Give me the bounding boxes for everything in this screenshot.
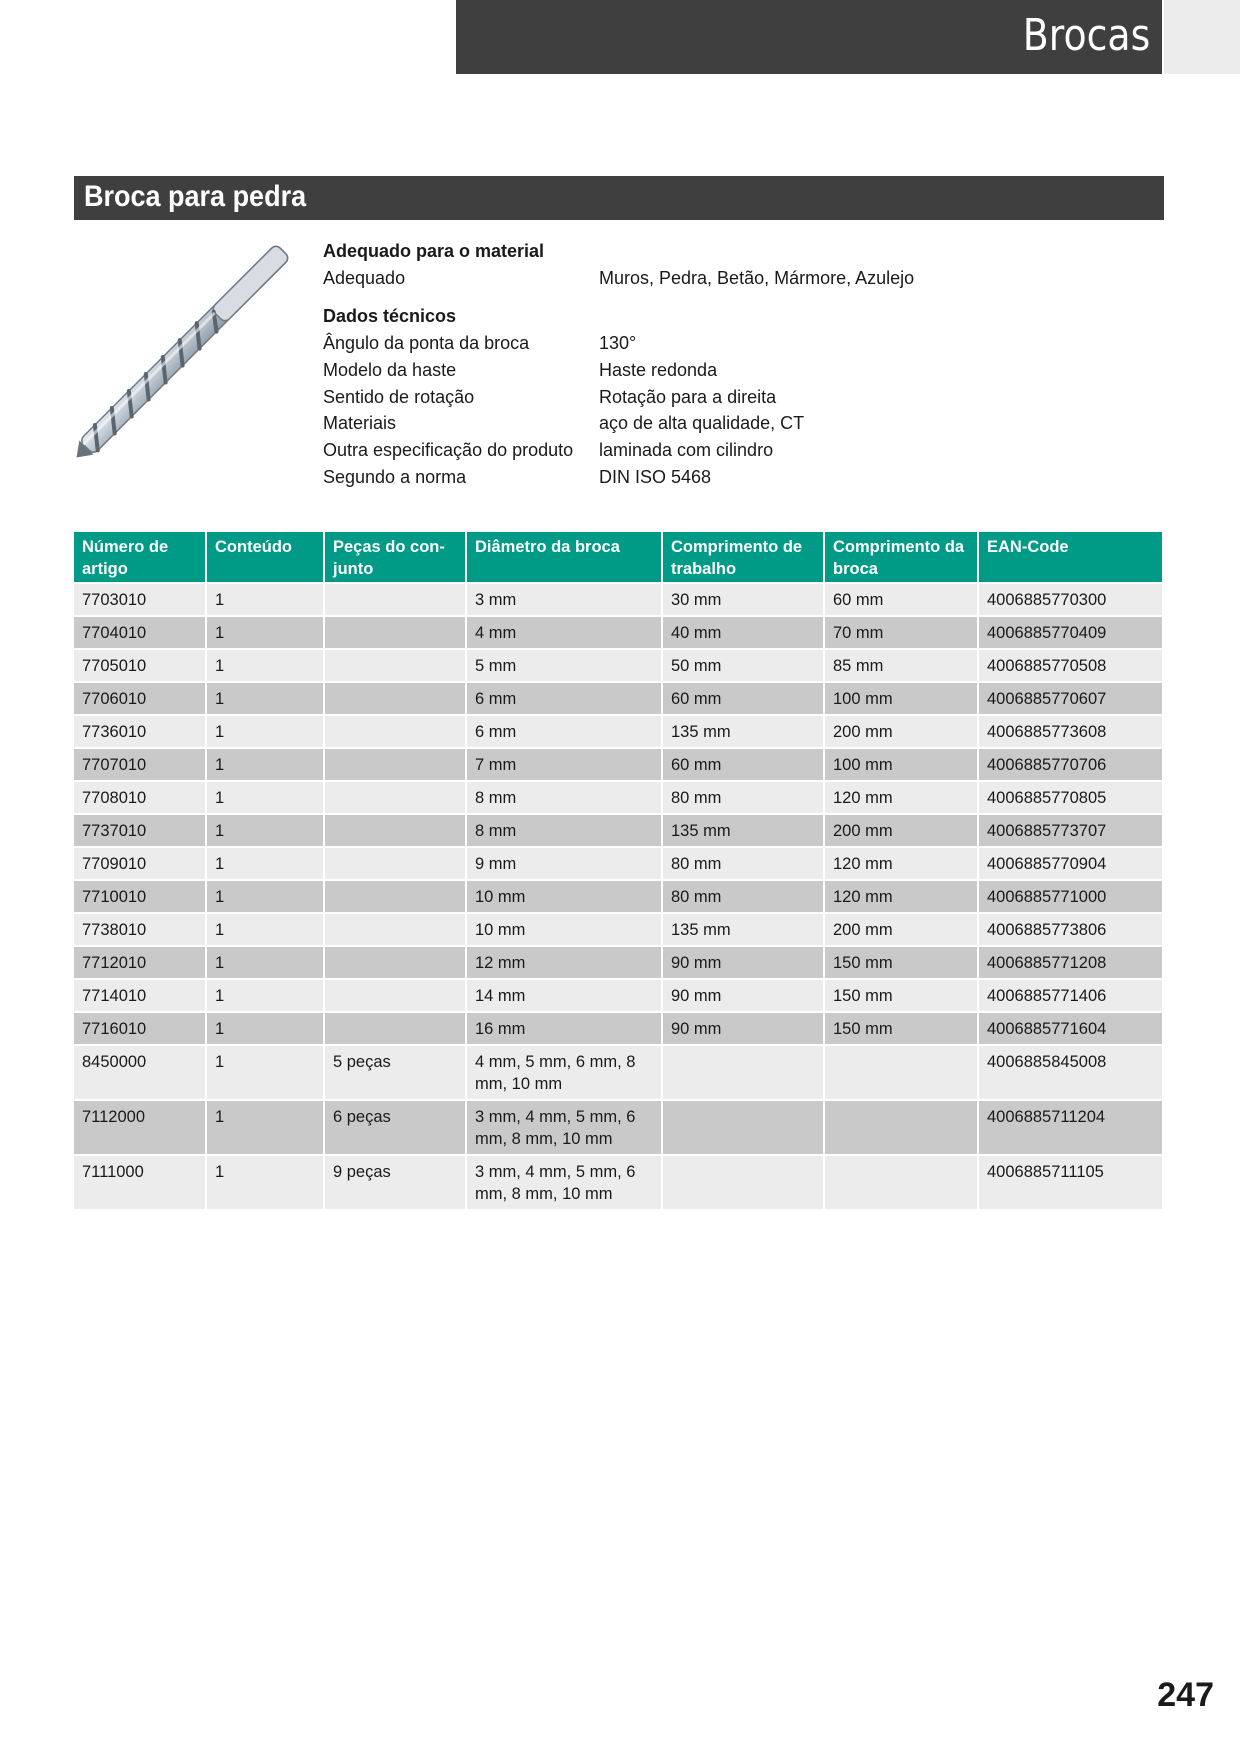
table-cell: 9 mm <box>466 847 662 880</box>
spec-value: Rotação para a direita <box>599 386 777 407</box>
spec-value: Haste redonda <box>599 359 718 380</box>
table-cell: 6 peças <box>324 1100 466 1155</box>
table-body <box>74 583 1162 1209</box>
column-header: Conteúdo <box>206 532 324 583</box>
table-cell: 150 mm <box>824 946 978 979</box>
table-cell: 1 <box>206 616 324 649</box>
table-cell: 5 mm <box>466 649 662 682</box>
table-cell: 1 <box>206 682 324 715</box>
table-cell: 200 mm <box>824 913 978 946</box>
section-title: Broca para pedra <box>84 180 307 213</box>
table-cell: 90 mm <box>662 979 824 1012</box>
table-row <box>74 979 1162 1012</box>
table-header-row <box>74 532 1162 583</box>
table-cell: 80 mm <box>662 880 824 913</box>
table-cell: 16 mm <box>466 1012 662 1045</box>
table-cell <box>324 847 466 880</box>
table-cell: 14 mm <box>466 979 662 1012</box>
table-cell: 50 mm <box>662 649 824 682</box>
table-cell <box>324 583 466 616</box>
table-cell: 85 mm <box>824 649 978 682</box>
table-cell: 7712010 <box>74 946 206 979</box>
table-cell: 1 <box>206 1012 324 1045</box>
table-cell: 100 mm <box>824 682 978 715</box>
table-cell <box>324 715 466 748</box>
column-header: Peças do con-junto <box>324 532 466 583</box>
table-cell: 5 peças <box>324 1045 466 1100</box>
spec-row <box>323 330 1023 357</box>
table-cell: 9 peças <box>324 1155 466 1209</box>
header-bar <box>456 0 1162 74</box>
table-row <box>74 649 1162 682</box>
table-cell: 7738010 <box>74 913 206 946</box>
spec-label: Modelo da haste <box>323 359 457 380</box>
spec-row <box>323 357 1023 384</box>
table-cell <box>824 1045 978 1100</box>
table-cell <box>324 649 466 682</box>
spec-label: Materiais <box>323 413 397 434</box>
material-heading: Adequado para o material <box>323 241 545 261</box>
table-cell: 10 mm <box>466 880 662 913</box>
table-cell: 4006885770706 <box>978 748 1162 781</box>
table-cell: 7708010 <box>74 781 206 814</box>
table-cell: 4006885771000 <box>978 880 1162 913</box>
spec-value: DIN ISO 5468 <box>599 466 712 487</box>
table-cell: 200 mm <box>824 814 978 847</box>
spec-value: aço de alta qualidade, CT <box>599 413 805 434</box>
product-table <box>74 532 1162 1209</box>
table-row <box>74 1100 1162 1155</box>
table-cell: 1 <box>206 946 324 979</box>
table-cell: 8 mm <box>466 814 662 847</box>
table-cell: 1 <box>206 781 324 814</box>
table-cell: 4006885771604 <box>978 1012 1162 1045</box>
table-cell: 7703010 <box>74 583 206 616</box>
column-header: Comprimento de trabalho <box>662 532 824 583</box>
table-cell: 8450000 <box>74 1045 206 1100</box>
table-cell: 1 <box>206 1155 324 1209</box>
table-cell: 120 mm <box>824 847 978 880</box>
table-cell: 1 <box>206 715 324 748</box>
table-row <box>74 1045 1162 1100</box>
table-cell: 135 mm <box>662 814 824 847</box>
spec-label: Ângulo da ponta da broca <box>323 333 530 354</box>
table-cell: 4006885770904 <box>978 847 1162 880</box>
column-header: EAN-Code <box>978 532 1162 583</box>
table-cell: 7112000 <box>74 1100 206 1155</box>
table-cell: 135 mm <box>662 715 824 748</box>
spec-row <box>323 464 1023 491</box>
table-cell: 120 mm <box>824 880 978 913</box>
spec-row <box>323 410 1023 437</box>
table-cell: 3 mm <box>466 583 662 616</box>
table-cell: 7111000 <box>74 1155 206 1209</box>
table-cell: 4 mm <box>466 616 662 649</box>
table-cell: 1 <box>206 979 324 1012</box>
table-cell <box>662 1155 824 1209</box>
table-row <box>74 583 1162 616</box>
table-cell: 7707010 <box>74 748 206 781</box>
table-cell <box>324 913 466 946</box>
table-cell: 4006885770607 <box>978 682 1162 715</box>
table-cell: 1 <box>206 1100 324 1155</box>
column-header: Número de artigo <box>74 532 206 583</box>
table-cell: 7737010 <box>74 814 206 847</box>
table-cell: 7706010 <box>74 682 206 715</box>
table-cell: 3 mm, 4 mm, 5 mm, 6 mm, 8 mm, 10 mm <box>466 1100 662 1155</box>
table-cell: 1 <box>206 847 324 880</box>
column-header: Comprimento da broca <box>824 532 978 583</box>
table-cell: 4006885845008 <box>978 1045 1162 1100</box>
table-cell: 4006885773608 <box>978 715 1162 748</box>
table-cell: 4 mm, 5 mm, 6 mm, 8 mm, 10 mm <box>466 1045 662 1100</box>
table-cell: 7736010 <box>74 715 206 748</box>
table-cell <box>324 748 466 781</box>
table-cell <box>324 616 466 649</box>
table-cell: 80 mm <box>662 847 824 880</box>
table-cell: 4006885770508 <box>978 649 1162 682</box>
table-cell: 7714010 <box>74 979 206 1012</box>
table-cell: 8 mm <box>466 781 662 814</box>
table-cell: 4006885773707 <box>978 814 1162 847</box>
spec-row <box>323 384 1023 411</box>
table-cell: 1 <box>206 913 324 946</box>
table-cell: 40 mm <box>662 616 824 649</box>
table-cell: 7705010 <box>74 649 206 682</box>
table-cell <box>324 946 466 979</box>
technical-heading: Dados técnicos <box>323 306 457 327</box>
spec-value: laminada com cilindro <box>599 439 774 460</box>
column-header: Diâmetro da broca <box>466 532 662 583</box>
table-cell: 120 mm <box>824 781 978 814</box>
table-cell: 4006885773806 <box>978 913 1162 946</box>
table-cell <box>824 1155 978 1209</box>
table-cell: 4006885771208 <box>978 946 1162 979</box>
table-cell: 150 mm <box>824 1012 978 1045</box>
table-cell: 200 mm <box>824 715 978 748</box>
spec-value: 130° <box>599 333 637 354</box>
table-row <box>74 616 1162 649</box>
table-cell: 1 <box>206 583 324 616</box>
table-row <box>74 913 1162 946</box>
header-title: Brocas <box>1022 10 1150 61</box>
table-row <box>74 880 1162 913</box>
table-cell: 100 mm <box>824 748 978 781</box>
table-cell: 7704010 <box>74 616 206 649</box>
table-cell: 7709010 <box>74 847 206 880</box>
table-cell: 4006885770805 <box>978 781 1162 814</box>
table-cell: 4006885770300 <box>978 583 1162 616</box>
table-row <box>74 1155 1162 1209</box>
table-cell: 60 mm <box>824 583 978 616</box>
table-cell: 90 mm <box>662 946 824 979</box>
table-cell: 1 <box>206 814 324 847</box>
spec-row <box>323 265 1023 292</box>
table-row <box>74 781 1162 814</box>
table-cell: 80 mm <box>662 781 824 814</box>
drill-bit-image <box>72 236 296 464</box>
spec-row <box>323 437 1023 464</box>
table-cell <box>324 682 466 715</box>
table-row <box>74 1012 1162 1045</box>
table-cell: 3 mm, 4 mm, 5 mm, 6 mm, 8 mm, 10 mm <box>466 1155 662 1209</box>
table-cell: 150 mm <box>824 979 978 1012</box>
table-cell: 6 mm <box>466 715 662 748</box>
table-cell: 1 <box>206 748 324 781</box>
table-row <box>74 748 1162 781</box>
table-cell <box>324 781 466 814</box>
table-cell <box>662 1100 824 1155</box>
spec-label: Sentido de rotação <box>323 386 475 407</box>
header-tab-marker <box>1164 0 1240 74</box>
table-cell: 30 mm <box>662 583 824 616</box>
table-cell: 4006885711204 <box>978 1100 1162 1155</box>
table-cell <box>324 1012 466 1045</box>
table-cell: 7 mm <box>466 748 662 781</box>
spec-value: Muros, Pedra, Betão, Mármore, Azulejo <box>599 267 915 288</box>
section-bar <box>74 176 1164 220</box>
table-cell: 60 mm <box>662 748 824 781</box>
table-cell: 135 mm <box>662 913 824 946</box>
table-cell: 7716010 <box>74 1012 206 1045</box>
specs-block <box>323 238 1023 490</box>
spec-label: Outra especificação do produto <box>323 439 574 460</box>
table-row <box>74 715 1162 748</box>
spec-label: Segundo a norma <box>323 466 467 487</box>
page-number: 247 <box>1157 1676 1214 1714</box>
table-cell: 4006885711105 <box>978 1155 1162 1209</box>
table-cell <box>324 880 466 913</box>
table-cell: 1 <box>206 1045 324 1100</box>
table-row <box>74 682 1162 715</box>
table-cell <box>324 979 466 1012</box>
table-cell: 90 mm <box>662 1012 824 1045</box>
table-cell: 12 mm <box>466 946 662 979</box>
table-cell: 10 mm <box>466 913 662 946</box>
table-cell: 60 mm <box>662 682 824 715</box>
table-cell: 4006885771406 <box>978 979 1162 1012</box>
table-cell: 70 mm <box>824 616 978 649</box>
table-cell: 1 <box>206 649 324 682</box>
spec-label: Adequado <box>323 267 406 288</box>
table-row <box>74 847 1162 880</box>
table-cell: 1 <box>206 880 324 913</box>
table-row <box>74 814 1162 847</box>
table-cell <box>662 1045 824 1100</box>
table-cell: 4006885770409 <box>978 616 1162 649</box>
table-cell: 7710010 <box>74 880 206 913</box>
table-row <box>74 946 1162 979</box>
table-cell <box>324 814 466 847</box>
table-cell: 6 mm <box>466 682 662 715</box>
table-cell <box>824 1100 978 1155</box>
